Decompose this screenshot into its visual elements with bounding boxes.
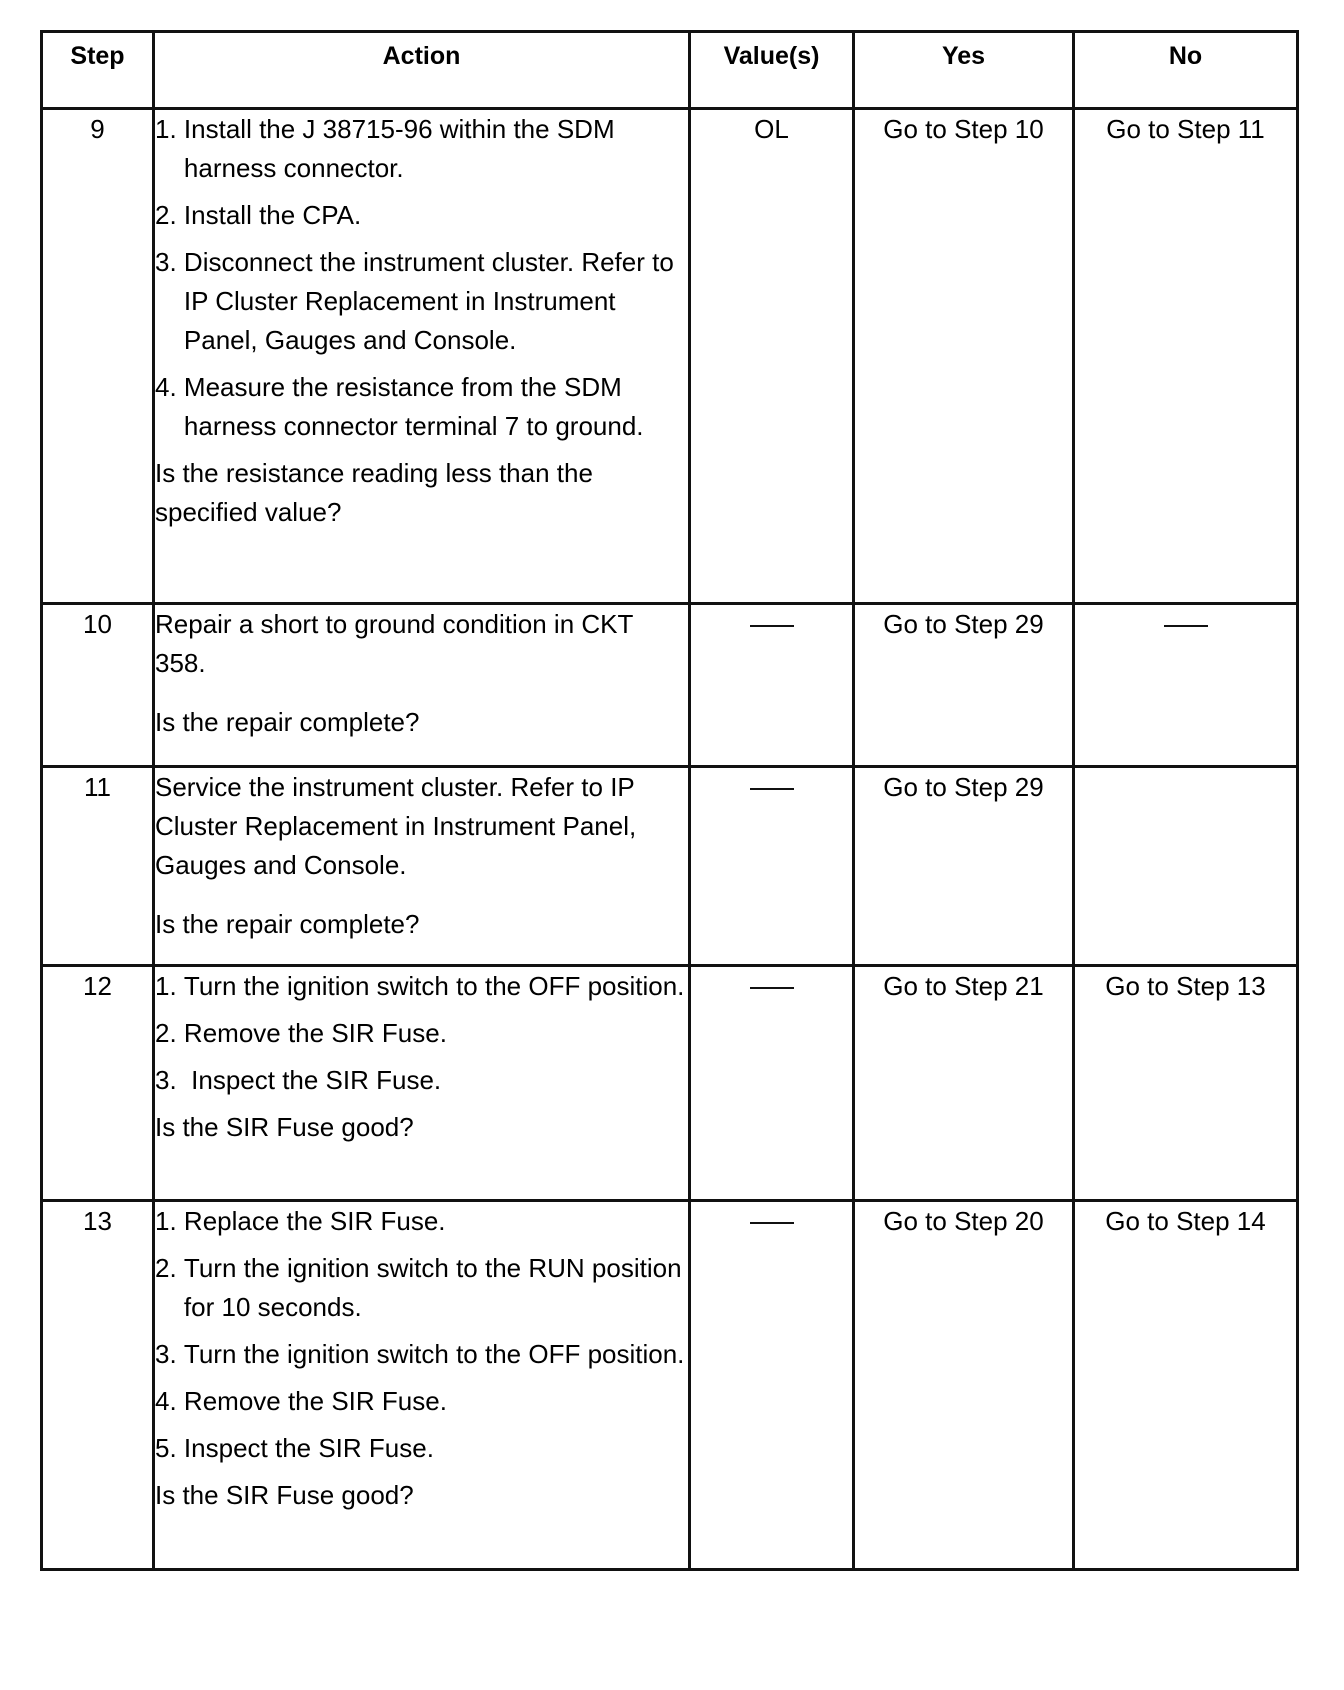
item-number: 2.: [155, 1253, 184, 1283]
item-number: 4.: [155, 1386, 184, 1416]
action-cell: [154, 966, 690, 1201]
item-text: Install the CPA.: [183, 200, 362, 230]
dash-mark: [750, 625, 794, 627]
question-text: Is the repair complete?: [155, 909, 420, 939]
table-row-step-10: [42, 604, 1298, 767]
table-row-step-11: [42, 767, 1298, 966]
value-cell: [690, 1201, 854, 1570]
action-item: [155, 1429, 688, 1468]
item-text: Inspect the SIR Fuse.: [183, 1433, 434, 1463]
action-item: [155, 1249, 688, 1327]
yes-cell: Go to Step 29: [854, 604, 1074, 767]
action-text: Service the instrument cluster. Refer to IP Cluster Replacement in Instrument Panel, Gauges and Console.: [155, 772, 637, 880]
question-text: Is the repair complete?: [155, 707, 420, 737]
header-step: Step: [42, 32, 154, 109]
step-number: 10: [42, 604, 154, 767]
no-cell: [1074, 604, 1298, 767]
header-no: No: [1074, 32, 1298, 109]
value-cell: [690, 966, 854, 1201]
action-text: Repair a short to ground condition in CKT 358.: [155, 609, 633, 678]
diagnostic-table-page: [40, 30, 1296, 1670]
no-cell: Go to Step 13: [1074, 966, 1298, 1201]
item-text: Inspect the SIR Fuse.: [191, 1065, 442, 1095]
action-item: [155, 110, 688, 188]
header-action: Action: [154, 32, 690, 109]
action-item: [155, 1014, 688, 1053]
diagnostic-table: [40, 30, 1299, 1571]
item-number: 5.: [155, 1433, 184, 1463]
header-yes: Yes: [854, 32, 1074, 109]
dash-mark: [1164, 625, 1208, 627]
action-cell: [154, 767, 690, 966]
action-item: [155, 243, 688, 360]
question-text: Is the resistance reading less than the specified value?: [155, 458, 593, 527]
table-row-step-13: [42, 1201, 1298, 1570]
dash-mark: [750, 1222, 794, 1224]
action-item: [155, 967, 688, 1006]
yes-cell: Go to Step 10: [854, 109, 1074, 604]
item-text: Install the J 38715-96 within the SDM harness connector.: [183, 114, 615, 183]
question-text: Is the SIR Fuse good?: [155, 1480, 414, 1510]
yes-cell: Go to Step 29: [854, 767, 1074, 966]
no-cell: Go to Step 14: [1074, 1201, 1298, 1570]
item-text: Disconnect the instrument cluster. Refer to IP Cluster Replacement in Instrument Panel, Gauges and Console.: [183, 247, 674, 355]
yes-cell: Go to Step 20: [854, 1201, 1074, 1570]
header-row: [42, 32, 1298, 109]
yes-cell: Go to Step 21: [854, 966, 1074, 1201]
step-number: 12: [42, 966, 154, 1201]
item-text: Remove the SIR Fuse.: [183, 1386, 447, 1416]
action-item: [155, 1061, 688, 1100]
action-item: [155, 196, 688, 235]
no-cell: [1074, 767, 1298, 966]
item-number: 2.: [155, 1018, 184, 1048]
item-number: 4.: [155, 372, 184, 402]
step-number: 13: [42, 1201, 154, 1570]
item-number: 1.: [155, 1206, 184, 1236]
table-row-step-12: [42, 966, 1298, 1201]
no-cell: Go to Step 11: [1074, 109, 1298, 604]
dash-mark: [750, 788, 794, 790]
value-cell: OL: [690, 109, 854, 604]
question-text: Is the SIR Fuse good?: [155, 1112, 414, 1142]
item-number: 3.: [155, 247, 184, 277]
dash-mark: [750, 987, 794, 989]
action-cell: [154, 109, 690, 604]
action-item: [155, 368, 688, 446]
value-cell: [690, 604, 854, 767]
item-number: 2.: [155, 200, 184, 230]
header-values: Value(s): [690, 32, 854, 109]
item-text: Replace the SIR Fuse.: [183, 1206, 446, 1236]
item-number: 1.: [155, 971, 184, 1001]
item-number: 3.: [155, 1065, 192, 1095]
action-item: [155, 1202, 688, 1241]
item-text: Turn the ignition switch to the OFF position.: [183, 1339, 685, 1369]
item-text: Turn the ignition switch to the RUN position for 10 seconds.: [183, 1253, 682, 1322]
table-row-step-9: [42, 109, 1298, 604]
item-text: Turn the ignition switch to the OFF position.: [183, 971, 685, 1001]
item-number: 1.: [155, 114, 184, 144]
step-number: 9: [42, 109, 154, 604]
item-text: Measure the resistance from the SDM harness connector terminal 7 to ground.: [183, 372, 644, 441]
action-item: [155, 1335, 688, 1374]
value-cell: [690, 767, 854, 966]
item-number: 3.: [155, 1339, 184, 1369]
step-number: 11: [42, 767, 154, 966]
item-text: Remove the SIR Fuse.: [183, 1018, 447, 1048]
action-cell: [154, 604, 690, 767]
action-item: [155, 1382, 688, 1421]
action-cell: [154, 1201, 690, 1570]
